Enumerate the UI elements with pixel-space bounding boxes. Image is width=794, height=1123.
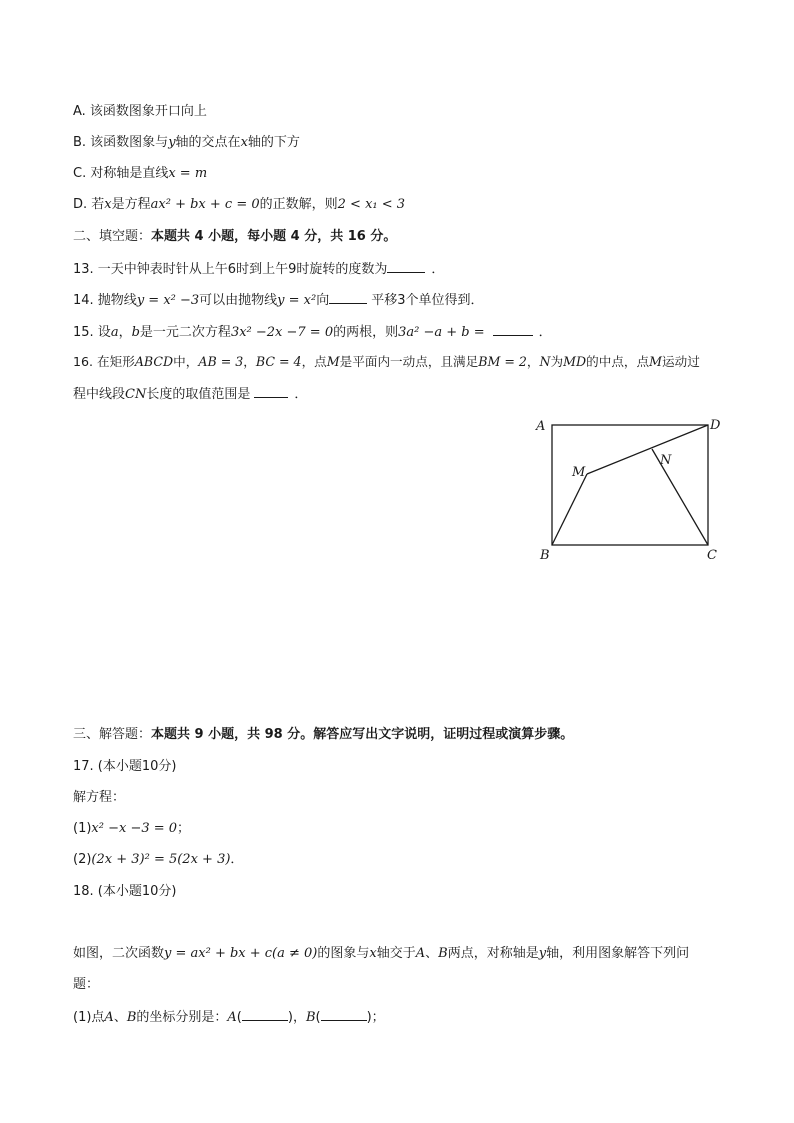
punctuation: ． <box>230 852 244 867</box>
section-3-heading <box>73 725 573 745</box>
question-text: 的两根，则 <box>333 325 399 340</box>
question-17-header <box>73 757 177 777</box>
label-m: M <box>572 465 586 480</box>
question-header: 17. (本小题10分) <box>73 759 177 774</box>
question-text: 解方程： <box>73 790 126 805</box>
question-text: 两点，对称轴是 <box>447 946 539 961</box>
math-equation: ax² + bx + c = 0 <box>150 197 260 212</box>
section-label: 三、解答题： <box>73 727 152 742</box>
question-text: 如图，二次函数 <box>73 946 165 961</box>
label-d: D <box>710 418 721 433</box>
option-b <box>73 133 300 153</box>
question-text: 14. 抛物线 <box>73 293 137 308</box>
question-text: 的坐标分别是： <box>136 1010 228 1025</box>
question-text: 轴交于 <box>376 946 416 961</box>
question-17-instruction <box>73 788 125 808</box>
question-text: 的图象与 <box>317 946 370 961</box>
punctuation: )， <box>287 1010 306 1025</box>
punctuation: ． <box>431 262 445 277</box>
question-18-line-1 <box>73 944 689 964</box>
label-a: A <box>536 419 546 434</box>
math-var: B <box>305 1010 316 1025</box>
option-a <box>73 102 207 122</box>
question-text: (1)点 <box>73 1010 105 1025</box>
math-expression: 3a² −a + b = <box>398 325 485 340</box>
answer-blank[interactable] <box>254 383 288 398</box>
math-equation: AB = 3 <box>198 354 244 369</box>
punctuation: 、 <box>425 946 439 961</box>
question-16-line-1 <box>73 352 700 372</box>
punctuation: ， <box>243 354 256 369</box>
question-text: 题： <box>73 977 100 992</box>
question-text: 是一元二次方程 <box>139 325 231 340</box>
segment-md <box>587 425 708 474</box>
question-13 <box>73 258 444 280</box>
question-text: 平移3个单位得到． <box>371 293 484 308</box>
math-var: x <box>240 135 248 150</box>
part-label: (1) <box>73 821 92 836</box>
math-var: B <box>126 1010 137 1025</box>
math-var: ABCD <box>134 354 174 369</box>
answer-blank[interactable] <box>321 1006 367 1021</box>
question-17-part-1 <box>73 819 190 839</box>
section-title: 本题共 9 小题，共 98 分。解答应写出文字说明，证明过程或演算步骤。 <box>151 727 574 742</box>
question-17-part-2 <box>73 850 243 870</box>
answer-blank[interactable] <box>493 321 533 336</box>
question-text: 长度的取值范围是 <box>146 387 251 402</box>
rectangle-figure <box>528 412 728 567</box>
punctuation: ( <box>236 1010 242 1025</box>
math-var: x <box>369 946 377 961</box>
math-equation: y = x² −3 <box>136 293 200 308</box>
question-text: 可以由抛物线 <box>199 293 278 308</box>
math-var: A <box>104 1010 114 1025</box>
math-var: b <box>131 325 140 340</box>
math-inequality: 2 < x₁ < 3 <box>337 197 406 212</box>
math-equation: BC = 4 <box>255 354 302 369</box>
punctuation: ， <box>526 354 540 369</box>
math-equation: x = m <box>168 166 208 181</box>
option-d <box>73 195 405 215</box>
question-text: 为 <box>550 354 564 369</box>
question-text: 运动过 <box>662 354 700 369</box>
option-a-text: A. 该函数图象开口向上 <box>73 104 207 119</box>
section-label: 二、填空题： <box>73 229 152 244</box>
math-equation: x² −x −3 = 0 <box>91 821 178 836</box>
question-15 <box>73 321 552 343</box>
answer-blank[interactable] <box>387 258 425 273</box>
punctuation: ( <box>315 1010 321 1025</box>
option-b-text: 轴的交点在 <box>175 135 241 150</box>
question-header: 18. (本小题10分) <box>73 884 177 899</box>
punctuation: 、 <box>113 1010 127 1025</box>
punctuation: ； <box>177 821 191 836</box>
question-18-header <box>73 882 177 902</box>
option-d-text: D. 若 <box>73 197 105 212</box>
label-c: C <box>707 548 717 563</box>
question-text: ，点 <box>301 354 327 369</box>
answer-blank[interactable] <box>242 1006 288 1021</box>
math-var: CN <box>125 387 147 402</box>
label-b: B <box>540 548 550 563</box>
math-var: a <box>110 325 119 340</box>
math-equation: BM = 2 <box>478 354 527 369</box>
option-b-text: B. 该函数图象与 <box>73 135 169 150</box>
question-16-line-2 <box>73 383 307 405</box>
question-text: 13. 一天中钟表时针从上午6时到上午9时旋转的度数为 <box>73 262 388 277</box>
math-var: M <box>326 354 340 369</box>
math-equation: y = ax² + bx + c(a ≠ 0) <box>164 946 318 961</box>
punctuation: ． <box>294 387 308 402</box>
rectangle-abcd <box>552 425 708 545</box>
section-2-heading <box>73 227 396 247</box>
question-18-part-1 <box>73 1006 385 1028</box>
math-var: N <box>539 354 551 369</box>
question-text: 的中点，点 <box>586 354 650 369</box>
option-c <box>73 164 207 184</box>
question-text: 是平面内一动点，且满足 <box>339 354 479 369</box>
option-c-text: C. 对称轴是直线 <box>73 166 169 181</box>
option-b-text: 轴的下方 <box>247 135 300 150</box>
question-text: 程中线段 <box>73 387 126 402</box>
punctuation: ， <box>118 325 132 340</box>
section-title: 本题共 4 小题，每小题 4 分，共 16 分。 <box>151 229 397 244</box>
question-text: 中， <box>173 354 199 369</box>
question-text: 16. 在矩形 <box>73 354 135 369</box>
option-d-text: 的正数解，则 <box>259 197 338 212</box>
math-var: M <box>649 354 663 369</box>
math-equation: y = x² <box>277 293 317 308</box>
question-18-line-2 <box>73 975 99 995</box>
segment-bm <box>552 474 587 545</box>
question-14 <box>73 289 484 311</box>
punctuation: )； <box>366 1010 385 1025</box>
option-d-text: 是方程 <box>111 197 151 212</box>
question-text: 向 <box>316 293 330 308</box>
answer-blank[interactable] <box>329 289 367 304</box>
punctuation: ． <box>538 325 552 340</box>
math-equation: (2x + 3)² = 5(2x + 3) <box>91 852 231 867</box>
math-var: x <box>104 197 112 212</box>
math-var: A <box>227 1010 237 1025</box>
math-var: y <box>538 946 547 961</box>
part-label: (2) <box>73 852 92 867</box>
math-var: y <box>168 135 176 150</box>
math-equation: 3x² −2x −7 = 0 <box>230 325 334 340</box>
label-n: N <box>660 453 672 468</box>
question-text: 15. 设 <box>73 325 111 340</box>
math-var: A <box>415 946 426 961</box>
math-var: B <box>438 946 448 961</box>
question-text: 轴，利用图象解答下列问 <box>546 946 690 961</box>
math-var: MD <box>563 354 587 369</box>
